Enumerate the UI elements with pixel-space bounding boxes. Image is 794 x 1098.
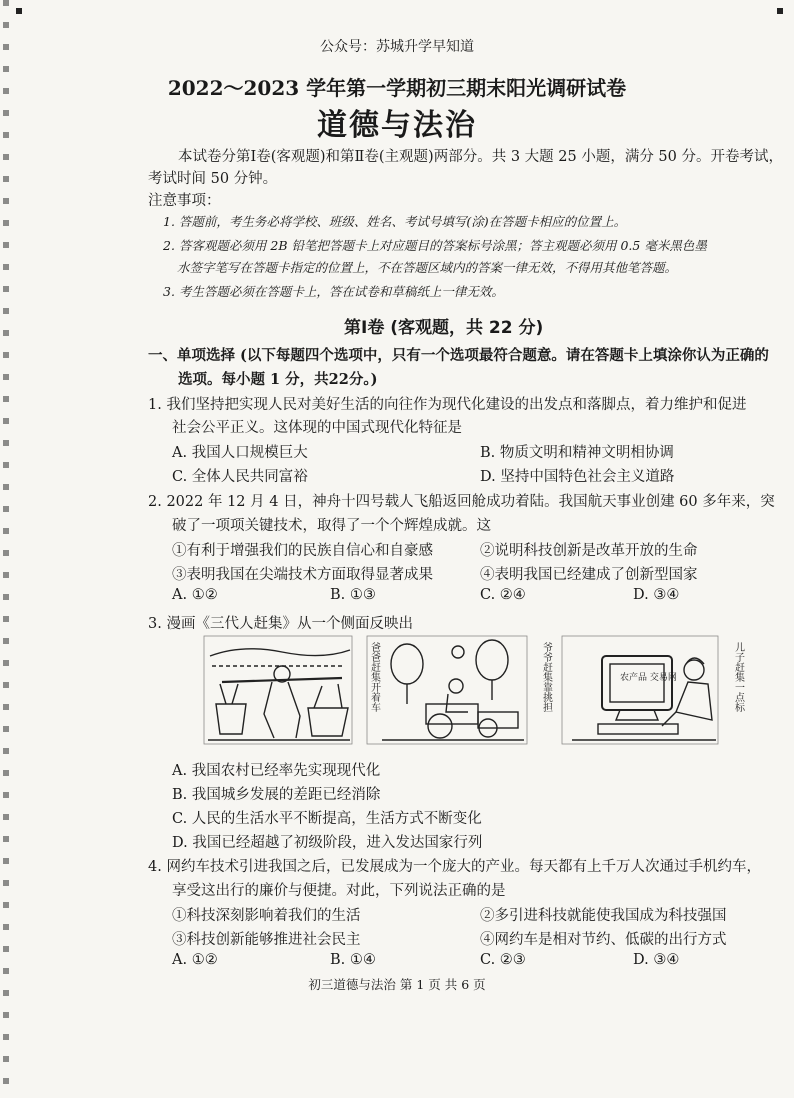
- q1-option-d: D. 坚持中国特色社会主义道路: [480, 469, 675, 485]
- part-instruction: 一、单项选择 (以下每题四个选项中，只有一个选项最符合题意。请在答题卡上填涂你认为正确的: [148, 347, 769, 364]
- intro-line: 考试时间 50 分钟。: [148, 171, 278, 187]
- subject-title: 道德与法治: [317, 108, 477, 143]
- page-footer: 初三道德与法治 第 1 页 共 6 页: [308, 977, 486, 992]
- q4-statement-3: ③科技创新能够推进社会民主: [172, 932, 361, 948]
- binding-edge: [3, 0, 9, 1098]
- notice-heading: 注意事项：: [148, 193, 221, 209]
- q3-option-a: A. 我国农村已经率先实现现代化: [172, 763, 381, 779]
- q2-stem: 破了一项项关键技术，取得了一个个辉煌成就。这: [172, 518, 491, 534]
- q4-option-a: A. ①②: [172, 952, 218, 968]
- q2-option-c: C. ②④: [480, 587, 526, 603]
- panel3-caption-right: 儿子赶集一点标: [732, 642, 744, 712]
- q1-stem: 1. 我们坚持把实现人民对美好生活的向往作为现代化建设的出发点和落脚点，着力维护和促进: [148, 397, 747, 413]
- q3-option-b: B. 我国城乡发展的差距已经消除: [172, 787, 381, 803]
- q2-statement-4: ④表明我国已经建成了创新型国家: [480, 567, 698, 583]
- q2-statement-2: ②说明科技创新是改革开放的生命: [480, 543, 698, 559]
- q3-option-d: D. 我国已经超越了初级阶段，进入发达国家行列: [172, 835, 483, 851]
- q4-option-b: B. ①④: [330, 952, 376, 968]
- q2-statement-3: ③表明我国在尖端技术方面取得显著成果: [172, 567, 433, 583]
- notice-item: 1. 答题前，考生务必将学校、班级、姓名、考试号填写(涂)在答题卡相应的位置上。: [163, 214, 627, 229]
- notice-item: 水签字笔写在答题卡指定的位置上，不在答题区域内的答案一律无效，不得用其他笔答题。: [177, 260, 678, 275]
- scan-mark: [16, 8, 22, 14]
- screen-label: 农产品 交易网: [620, 673, 677, 683]
- q1-stem: 社会公平正义。这体现的中国式现代化特征是: [172, 420, 462, 436]
- panel3-caption-left: 爷爷赶集靠挑担: [540, 642, 552, 712]
- q4-statement-2: ②多引进科技就能使我国成为科技强国: [480, 908, 727, 924]
- intro-line: 本试卷分第Ⅰ卷(客观题)和第Ⅱ卷(主观题)两部分。共 3 大题 25 小题，满分 50 分。开卷考试，: [178, 149, 783, 165]
- q3-stem: 3. 漫画《三代人赶集》从一个侧面反映出: [148, 616, 413, 632]
- q4-option-d: D. ③④: [633, 952, 680, 968]
- q1-option-a: A. 我国人口规模巨大: [172, 445, 308, 461]
- q1-option-b: B. 物质文明和精神文明相协调: [480, 445, 674, 461]
- notice-item: 2. 答客观题必须用 2B 铅笔把答题卡上对应题目的答案标号涂黑；答主观题必须用 0.5 毫米黑色墨: [163, 238, 707, 253]
- q4-option-c: C. ②③: [480, 952, 526, 968]
- panel2-caption: 爸爸赶集开着车: [368, 642, 380, 712]
- q1-option-c: C. 全体人民共同富裕: [172, 469, 308, 485]
- q2-option-b: B. ①③: [330, 587, 376, 603]
- q2-statement-1: ①有利于增强我们的民族自信心和自豪感: [172, 543, 433, 559]
- q2-option-a: A. ①②: [172, 587, 218, 603]
- q4-stem: 4. 网约车技术引进我国之后，已发展成为一个庞大的产业。每天都有上千万人次通过手机约车，: [148, 859, 761, 875]
- q2-option-d: D. ③④: [633, 587, 680, 603]
- q3-option-c: C. 人民的生活水平不断提高，生活方式不断变化: [172, 811, 482, 827]
- part-instruction: 选项。每小题 1 分，共22分。): [178, 371, 378, 388]
- exam-title: 2022～2023 学年第一学期初三期末阳光调研试卷: [167, 76, 627, 100]
- q2-stem: 2. 2022 年 12 月 4 日，神舟十四号载人飞船返回舱成功着陆。我国航天事业创建 60 多年来，突: [148, 494, 775, 510]
- q4-stem: 享受这出行的廉价与便捷。对此，下列说法正确的是: [172, 883, 506, 899]
- q4-statement-1: ①科技深刻影响着我们的生活: [172, 908, 361, 924]
- section-title: 第Ⅰ卷 (客观题，共 22 分): [344, 318, 544, 338]
- three-generations-cartoon: [202, 634, 762, 746]
- notice-item: 3. 考生答题必须在答题卡上，答在试卷和草稿纸上一律无效。: [163, 284, 504, 299]
- wechat-header: 公众号：苏城升学早知道: [320, 39, 474, 55]
- q4-statement-4: ④网约车是相对节约、低碳的出行方式: [480, 932, 727, 948]
- scan-mark: [777, 8, 783, 14]
